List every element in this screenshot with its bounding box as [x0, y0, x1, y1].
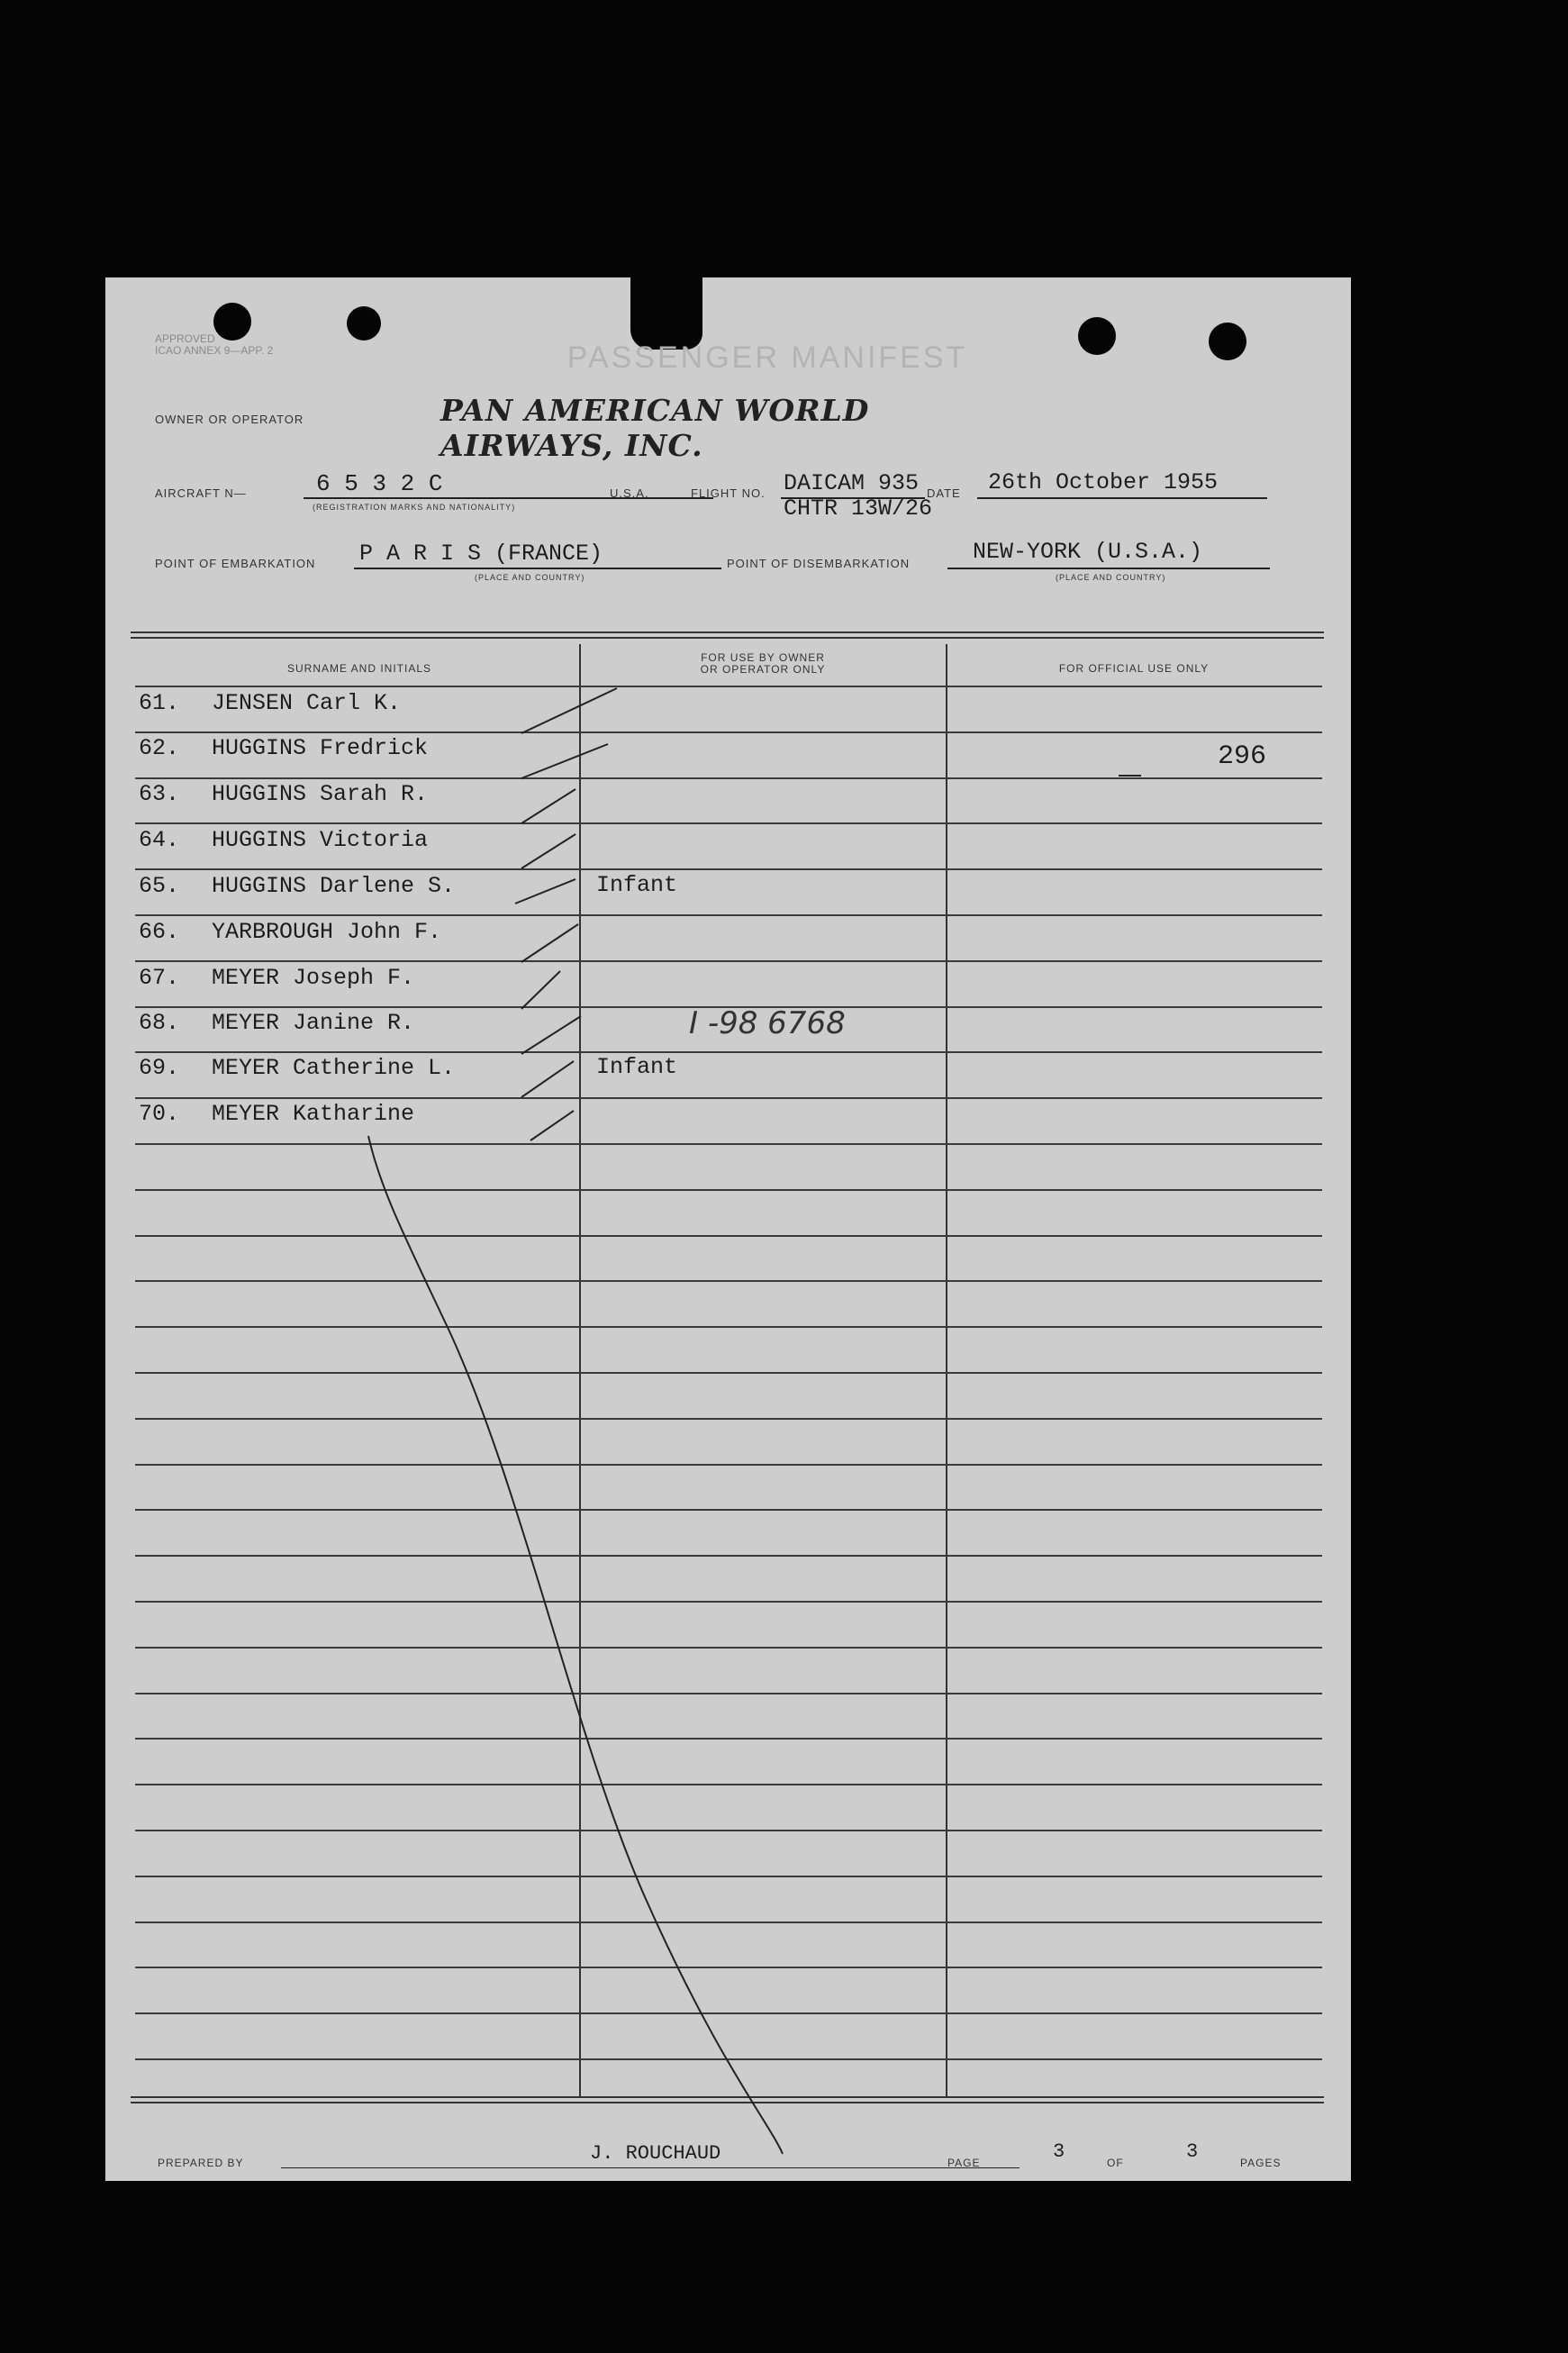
date-label: DATE [927, 486, 961, 500]
approval-line: APPROVED [155, 332, 215, 345]
row-number: 70. [139, 1101, 180, 1127]
page-label: PAGE [947, 2157, 981, 2169]
row-number: 68. [139, 1010, 180, 1036]
flight-sub: CHTR 13W/26 [784, 495, 933, 522]
tick-mark [521, 971, 560, 1009]
row-number: 63. [139, 781, 180, 807]
aircraft-caption: (REGISTRATION MARKS AND NATIONALITY) [313, 503, 516, 512]
passenger-name: HUGGINS Victoria [212, 827, 429, 853]
aircraft-label: AIRCRAFT N— [155, 486, 247, 500]
tick-mark [521, 1061, 574, 1097]
prepared-underline [281, 2167, 1020, 2168]
pen-strokes [105, 277, 1351, 2181]
row-number: 62. [139, 735, 180, 761]
owner-label: OWNER OR OPERATOR [155, 413, 304, 426]
embarkation-label: POINT OF EMBARKATION [155, 557, 316, 570]
aircraft-value: 6 5 3 2 C [316, 470, 443, 497]
passenger-name: MEYER Katharine [212, 1101, 415, 1127]
operator-name: PAN AMERICAN WORLD AIRWAYS, INC. [440, 393, 870, 463]
tick-mark [521, 744, 608, 778]
prepared-label: PREPARED BY [158, 2157, 244, 2169]
passenger-name: MEYER Catherine L. [212, 1055, 456, 1081]
total-pages: 3 [1186, 2140, 1199, 2163]
handwritten-note: I -98 6768 [689, 1005, 846, 1041]
tick-mark [530, 1111, 574, 1140]
row-number: 61. [139, 690, 180, 716]
flight-value: DAICAM 935 [784, 470, 920, 496]
of-label: OF [1107, 2157, 1124, 2169]
flight-label: FLIGHT NO. [691, 486, 766, 500]
tick-mark [521, 789, 576, 823]
embarkation-value: P A R I S (FRANCE) [359, 541, 603, 567]
approval-line: ICAO ANNEX 9—APP. 2 [155, 344, 274, 357]
nationality-label: U.S.A. [610, 486, 649, 500]
row-number: 69. [139, 1055, 180, 1081]
page-number: 3 [1053, 2140, 1065, 2163]
col-header-official: FOR OFFICIAL USE ONLY [1058, 662, 1210, 675]
prepared-by: J. ROUCHAUD [590, 2142, 721, 2165]
official-number: 296 [1218, 741, 1267, 772]
tick-mark [521, 1016, 581, 1054]
disembarkation-label: POINT OF DISEMBARKATION [727, 557, 911, 570]
col-header-owner-line: OR OPERATOR ONLY [700, 663, 826, 676]
passenger-name: HUGGINS Darlene S. [212, 873, 456, 899]
tick-mark [521, 688, 617, 733]
row-number: 67. [139, 965, 180, 991]
tick-mark [515, 879, 576, 904]
form-title: PASSENGER MANIFEST [566, 341, 968, 375]
disembarkation-value: NEW-YORK (U.S.A.) [973, 539, 1203, 565]
passenger-name: JENSEN Carl K. [212, 690, 402, 716]
row-number: 65. [139, 873, 180, 899]
disembarkation-caption: (PLACE AND COUNTRY) [1056, 573, 1166, 582]
passenger-name: YARBROUGH John F. [212, 919, 442, 945]
owner-note: Infant [596, 872, 678, 898]
cross-out-line [368, 1136, 783, 2154]
col-header-owner-line: FOR USE BY OWNER [701, 651, 825, 664]
row-number: 64. [139, 827, 180, 853]
tick-mark [521, 924, 578, 962]
row-number: 66. [139, 919, 180, 945]
manifest-page [105, 277, 1351, 2181]
col-header-names: SURNAME AND INITIALS [286, 662, 432, 675]
passenger-name: MEYER Janine R. [212, 1010, 415, 1036]
owner-note: Infant [596, 1054, 678, 1080]
passenger-name: MEYER Joseph F. [212, 965, 415, 991]
embarkation-caption: (PLACE AND COUNTRY) [475, 573, 585, 582]
passenger-name: HUGGINS Fredrick [212, 735, 429, 761]
passenger-name: HUGGINS Sarah R. [212, 781, 429, 807]
pages-label: PAGES [1240, 2157, 1282, 2169]
date-value: 26th October 1955 [988, 469, 1219, 495]
tick-mark [521, 834, 576, 868]
